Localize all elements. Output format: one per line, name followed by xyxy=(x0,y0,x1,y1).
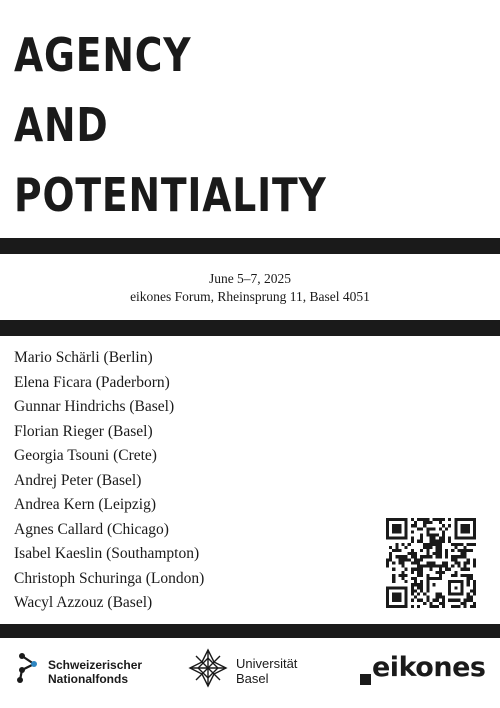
speaker-item: Wacyl Azzouz (Basel) xyxy=(14,594,153,611)
event-dates: June 5–7, 2025 xyxy=(208,271,292,286)
eikones-logo xyxy=(360,648,490,688)
speaker-item: Gunnar Hindrichs (Basel) xyxy=(14,398,175,415)
event-venue: eikones Forum, Rheinsprung 11, Basel 4051 xyxy=(130,289,370,304)
qr-code[interactable] xyxy=(386,518,476,608)
speaker-item: Isabel Kaeslin (Southampton) xyxy=(14,545,200,562)
snf-name-line1: Schweizerischer xyxy=(48,658,143,672)
eikones-wordmark: eikones xyxy=(372,652,486,683)
university-basel-logo xyxy=(188,646,318,690)
speaker-item: Florian Rieger (Basel) xyxy=(14,422,153,440)
snf-logo xyxy=(14,648,184,688)
snf-name-line2: Nationalfonds xyxy=(48,672,128,686)
divider-bar-top xyxy=(0,238,500,254)
snf-network-icon xyxy=(14,650,44,684)
speaker-item: Christoph Schuringa (London) xyxy=(14,569,205,587)
speaker-item: Georgia Tsouni (Crete) xyxy=(14,447,157,464)
title-line-3: POTENTIALITY xyxy=(14,168,327,222)
unibas-name-line2: Basel xyxy=(236,671,269,686)
speaker-item: Andrej Peter (Basel) xyxy=(14,471,142,489)
basel-star-icon xyxy=(188,648,228,688)
title-line-1: AGENCY xyxy=(14,28,192,82)
divider-bar-bottom xyxy=(0,624,500,638)
eikones-square-icon xyxy=(360,674,371,685)
speaker-item: Mario Schärli (Berlin) xyxy=(14,349,153,366)
title-line-2: AND xyxy=(14,98,109,152)
divider-bar-middle xyxy=(0,320,500,336)
event-info xyxy=(0,270,500,306)
speaker-list xyxy=(14,346,204,616)
poster-title xyxy=(14,20,327,230)
unibas-name-line1: Universität xyxy=(236,656,298,671)
speaker-item: Elena Ficara (Paderborn) xyxy=(14,373,170,391)
speaker-item: Andrea Kern (Leipzig) xyxy=(14,496,157,513)
speaker-item: Agnes Callard (Chicago) xyxy=(14,520,169,538)
